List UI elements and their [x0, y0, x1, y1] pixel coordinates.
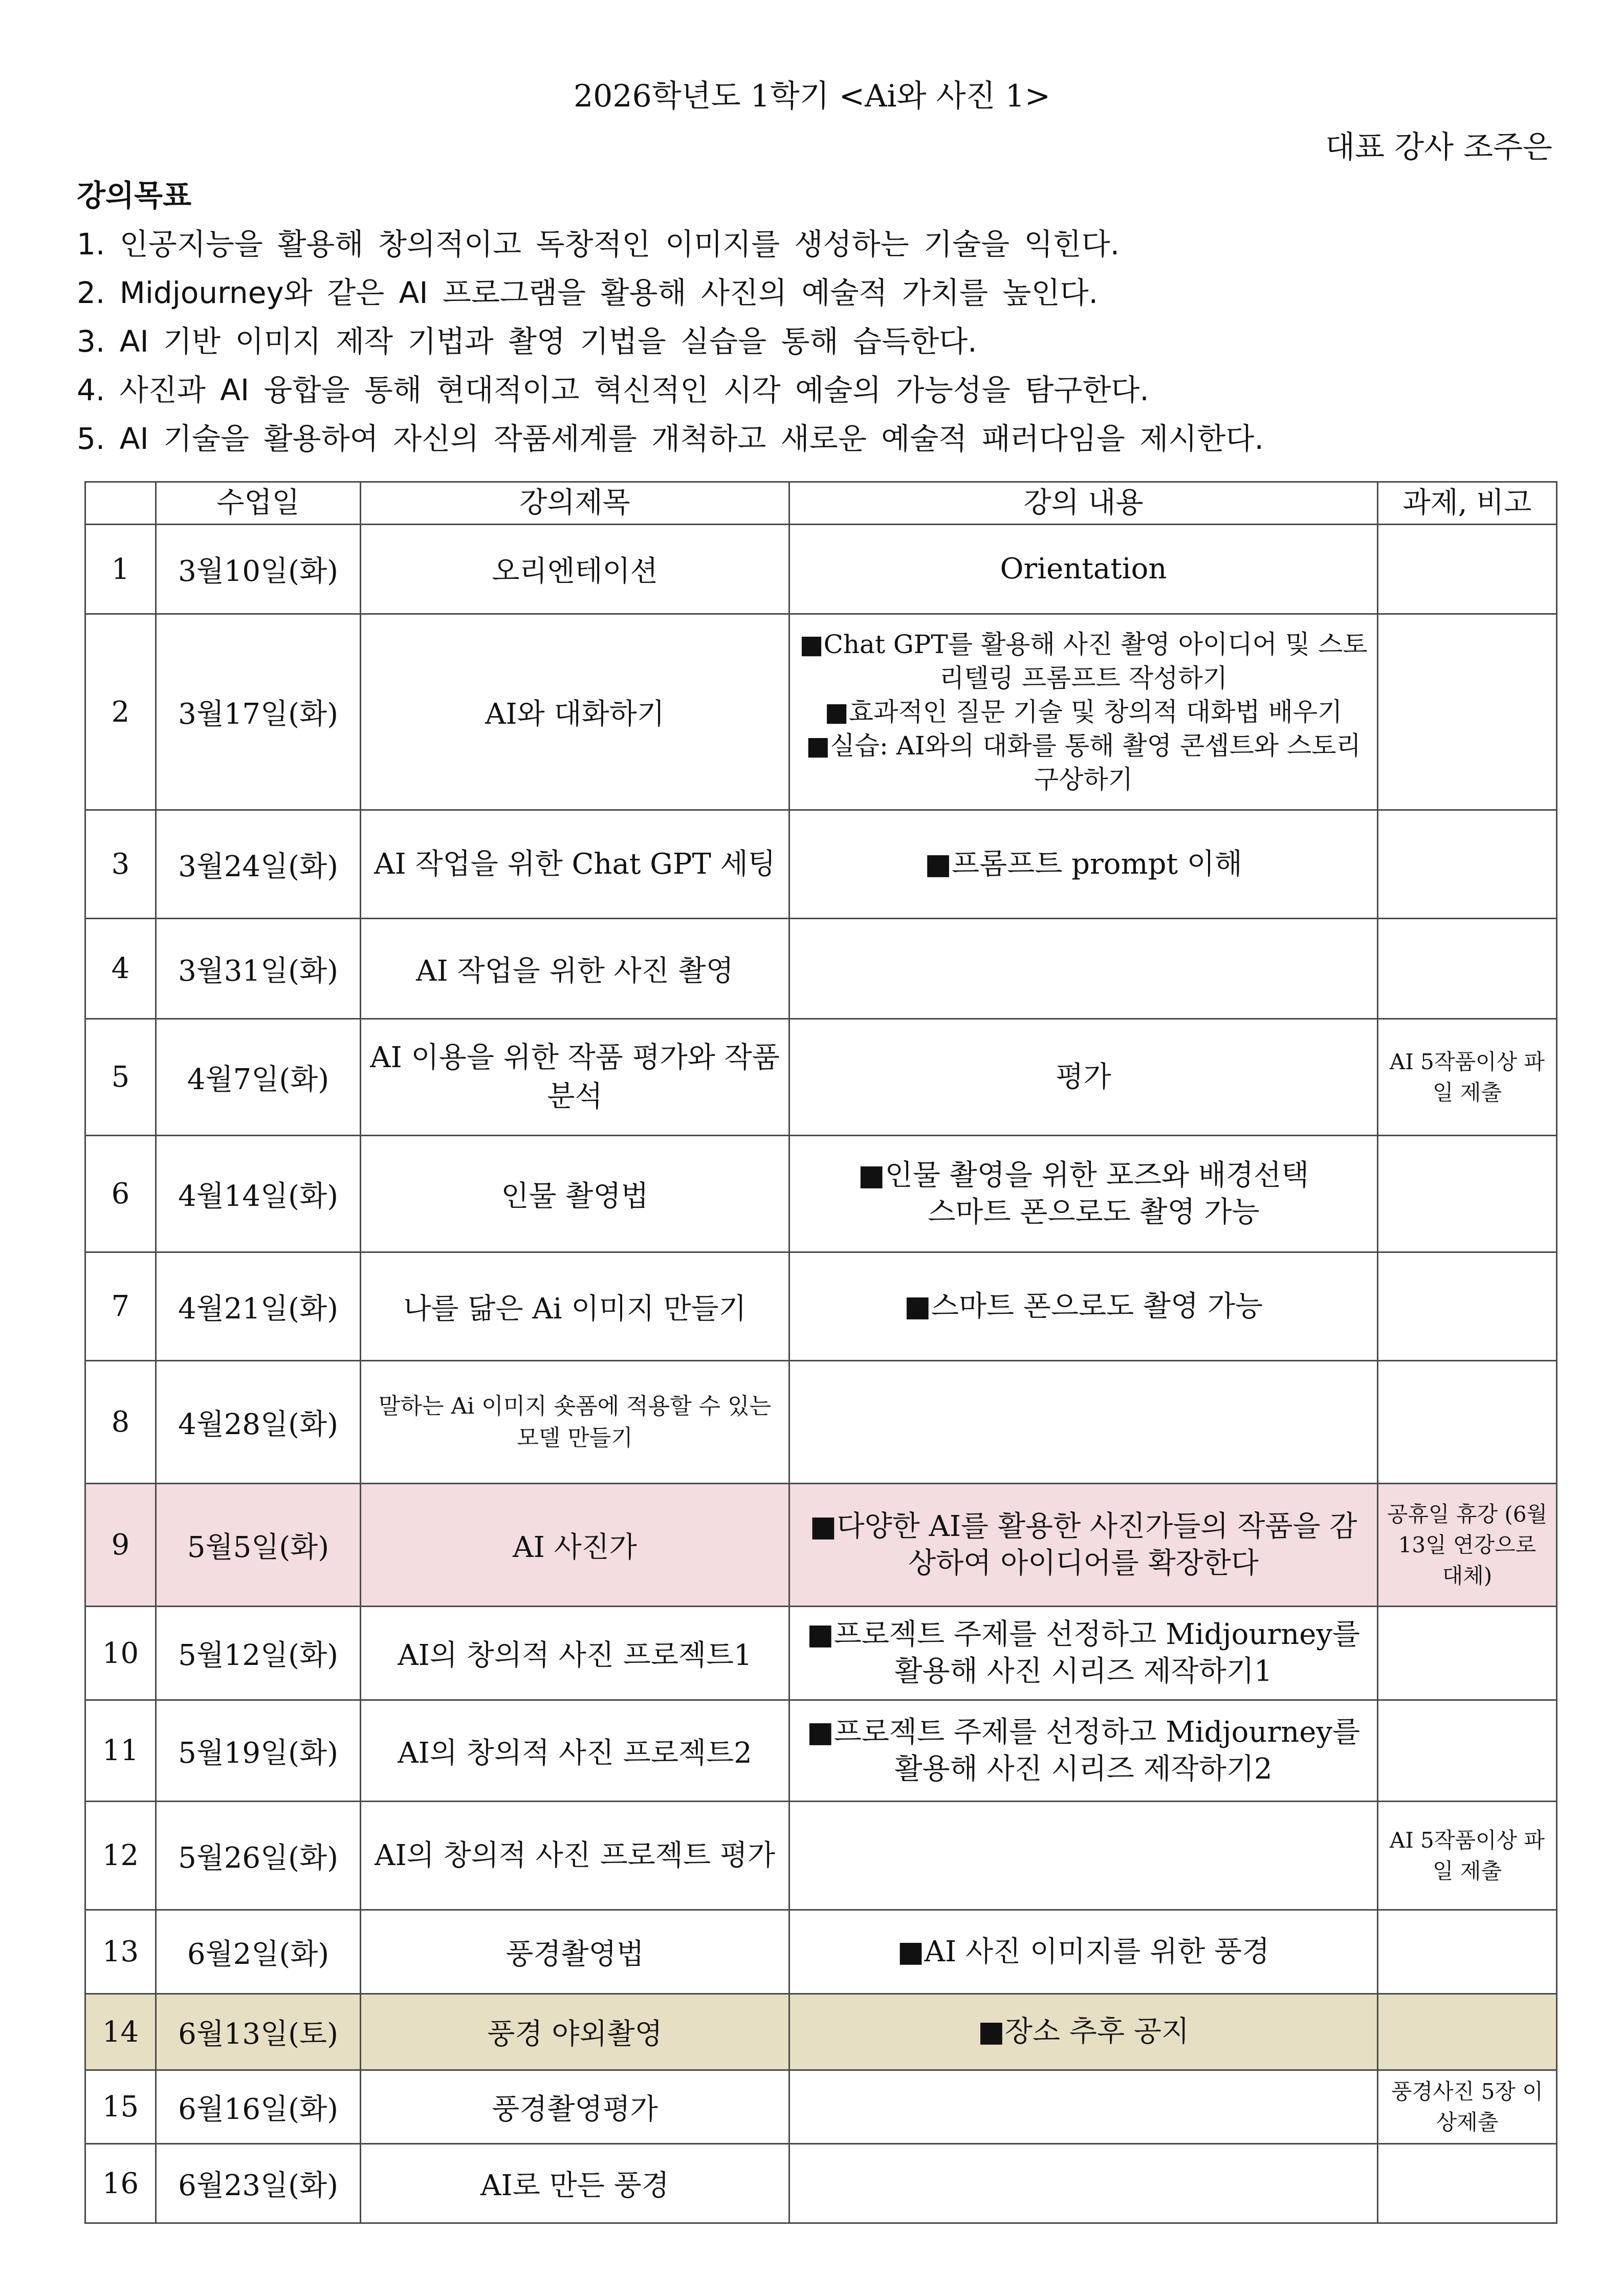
table-row — [85, 1136, 1557, 1252]
course-goals — [77, 171, 1561, 463]
row-title: AI의 창의적 사진 프로젝트 평가 — [361, 1802, 789, 1910]
row-date: 5월12일(화) — [156, 1607, 361, 1700]
row-number: 15 — [85, 2070, 156, 2144]
row-note — [1378, 1607, 1557, 1700]
row-content — [789, 2144, 1378, 2223]
row-content: ■장소 추후 공지 — [789, 1994, 1378, 2070]
content-bullet: ■인물 촬영을 위한 포즈와 배경선택 — [858, 1158, 1309, 1192]
row-content: ■AI 사진 이미지를 위한 풍경 — [789, 1910, 1378, 1994]
row-content: Orientation — [789, 525, 1378, 614]
row-date: 4월28일(화) — [156, 1361, 361, 1484]
row-note — [1378, 2144, 1557, 2223]
table-row — [85, 1607, 1557, 1700]
row-note: 공휴일 휴강 (6월13일 연강으로 대체) — [1378, 1484, 1557, 1607]
row-title: AI 작업을 위한 사진 촬영 — [361, 919, 789, 1019]
table-header-row — [85, 482, 1557, 525]
row-content — [789, 1361, 1378, 1484]
row-content: ■프로젝트 주제를 선정하고 Midjourney를 활용해 사진 시리즈 제작하기2 — [789, 1700, 1378, 1802]
instructor-name: 대표 강사 조주은 — [1325, 129, 1552, 165]
header-note: 과제, 비고 — [1378, 482, 1557, 525]
row-content: 평가 — [789, 1019, 1378, 1136]
table-row — [85, 1802, 1557, 1910]
row-number: 6 — [85, 1136, 156, 1252]
row-content: ■스마트 폰으로도 촬영 가능 — [789, 1252, 1378, 1361]
row-number: 1 — [85, 525, 156, 614]
row-date: 3월31일(화) — [156, 919, 361, 1019]
row-number: 14 — [85, 1994, 156, 2070]
row-title: 오리엔테이션 — [361, 525, 789, 614]
table-row — [85, 525, 1557, 614]
row-content — [789, 614, 1378, 810]
goal-item: 2. Midjourney와 같은 AI 프로그램을 활용해 사진의 예술적 가치를 높인다. — [77, 275, 1099, 310]
row-number: 13 — [85, 1910, 156, 1994]
goal-item: 4. 사진과 AI 융합을 통해 현대적이고 혁신적인 시각 예술의 가능성을 탐구한다. — [77, 373, 1149, 407]
row-number: 2 — [85, 614, 156, 810]
row-content: ■프롬프트 prompt 이해 — [789, 810, 1378, 919]
row-content — [789, 919, 1378, 1019]
row-date: 5월5일(화) — [156, 1484, 361, 1607]
row-note — [1378, 614, 1557, 810]
content-bullet: ■Chat GPT를 활용해 사진 촬영 아이디어 및 스토리텔링 프롬프트 작성하기 — [799, 630, 1368, 693]
row-date: 6월23일(화) — [156, 2144, 361, 2223]
table-row-outdoor — [85, 1994, 1557, 2070]
goals-heading: 강의목표 — [77, 178, 192, 213]
row-date: 4월14일(화) — [156, 1136, 361, 1252]
row-note — [1378, 1361, 1557, 1484]
row-number: 5 — [85, 1019, 156, 1136]
row-note — [1378, 1252, 1557, 1361]
row-note — [1378, 1910, 1557, 1994]
row-title: AI의 창의적 사진 프로젝트1 — [361, 1607, 789, 1700]
row-date: 3월10일(화) — [156, 525, 361, 614]
row-date: 3월24일(화) — [156, 810, 361, 919]
row-number: 12 — [85, 1802, 156, 1910]
row-title: 인물 촬영법 — [361, 1136, 789, 1252]
row-content: ■프로젝트 주제를 선정하고 Midjourney를 활용해 사진 시리즈 제작하기1 — [789, 1607, 1378, 1700]
document-title: 2026학년도 1학기 <Ai와 사진 1> — [573, 78, 1051, 114]
row-date: 6월13일(토) — [156, 1994, 361, 2070]
row-title: 풍경촬영법 — [361, 1910, 789, 1994]
row-date: 6월16일(화) — [156, 2070, 361, 2144]
row-title: AI 이용을 위한 작품 평가와 작품 분석 — [361, 1019, 789, 1136]
row-date: 5월26일(화) — [156, 1802, 361, 1910]
row-note — [1378, 1136, 1557, 1252]
row-date: 6월2일(화) — [156, 1910, 361, 1994]
row-content — [789, 1136, 1378, 1252]
row-number: 4 — [85, 919, 156, 1019]
row-title: AI 사진가 — [361, 1484, 789, 1607]
table-row — [85, 1019, 1557, 1136]
row-title: 풍경촬영평가 — [361, 2070, 789, 2144]
content-bullet: ■효과적인 질문 기술 및 창의적 대화법 배우기 — [824, 697, 1343, 727]
row-number: 9 — [85, 1484, 156, 1607]
row-title: AI의 창의적 사진 프로젝트2 — [361, 1700, 789, 1802]
row-title: AI와 대화하기 — [361, 614, 789, 810]
goal-item: 3. AI 기반 이미지 제작 기법과 촬영 기법을 실습을 통해 습득한다. — [77, 324, 977, 359]
row-date: 5월19일(화) — [156, 1700, 361, 1802]
goal-item: 1. 인공지능을 활용해 창의적이고 독창적인 이미지를 생성하는 기술을 익힌다. — [77, 227, 1120, 262]
header-content: 강의 내용 — [789, 482, 1378, 525]
row-title: 풍경 야외촬영 — [361, 1994, 789, 2070]
row-content: ■다양한 AI를 활용한 사진가들의 작품을 감상하여 아이디어를 확장한다 — [789, 1484, 1378, 1607]
row-date: 4월7일(화) — [156, 1019, 361, 1136]
row-number: 10 — [85, 1607, 156, 1700]
table-row-holiday — [85, 1484, 1557, 1607]
row-title: 말하는 Ai 이미지 숏폼에 적용할 수 있는 모델 만들기 — [361, 1361, 789, 1484]
row-number: 7 — [85, 1252, 156, 1361]
row-note — [1378, 810, 1557, 919]
row-content — [789, 1802, 1378, 1910]
row-date: 3월17일(화) — [156, 614, 361, 810]
row-content — [789, 2070, 1378, 2144]
table-row — [85, 2070, 1557, 2144]
row-title: 나를 닮은 Ai 이미지 만들기 — [361, 1252, 789, 1361]
table-row — [85, 1361, 1557, 1484]
table-row — [85, 614, 1557, 810]
row-title: AI로 만든 풍경 — [361, 2144, 789, 2223]
table-row — [85, 1910, 1557, 1994]
header-title: 강의제목 — [361, 482, 789, 525]
row-number: 11 — [85, 1700, 156, 1802]
row-date: 4월21일(화) — [156, 1252, 361, 1361]
table-row — [85, 810, 1557, 919]
content-line: 스마트 폰으로도 촬영 가능 — [928, 1195, 1260, 1229]
table-row — [85, 1700, 1557, 1802]
row-note: AI 5작품이상 파일 제출 — [1378, 1802, 1557, 1910]
row-note — [1378, 525, 1557, 614]
content-bullet: ■실습: AI와의 대화를 통해 촬영 콘셉트와 스토리 구상하기 — [806, 731, 1361, 794]
row-number: 8 — [85, 1361, 156, 1484]
row-note: 풍경사진 5장 이상제출 — [1378, 2070, 1557, 2144]
row-number: 3 — [85, 810, 156, 919]
row-note — [1378, 919, 1557, 1019]
schedule-table — [84, 481, 1557, 2224]
row-note — [1378, 1700, 1557, 1802]
table-row — [85, 1252, 1557, 1361]
header-date: 수업일 — [156, 482, 361, 525]
table-row — [85, 2144, 1557, 2223]
row-note — [1378, 1994, 1557, 2070]
goal-item: 5. AI 기술을 활용하여 자신의 작품세계를 개척하고 새로운 예술적 패러다임을 제시한다. — [77, 421, 1264, 456]
header-number — [85, 482, 156, 525]
row-note: AI 5작품이상 파일 제출 — [1378, 1019, 1557, 1136]
row-title: AI 작업을 위한 Chat GPT 세팅 — [361, 810, 789, 919]
table-row — [85, 919, 1557, 1019]
row-number: 16 — [85, 2144, 156, 2223]
